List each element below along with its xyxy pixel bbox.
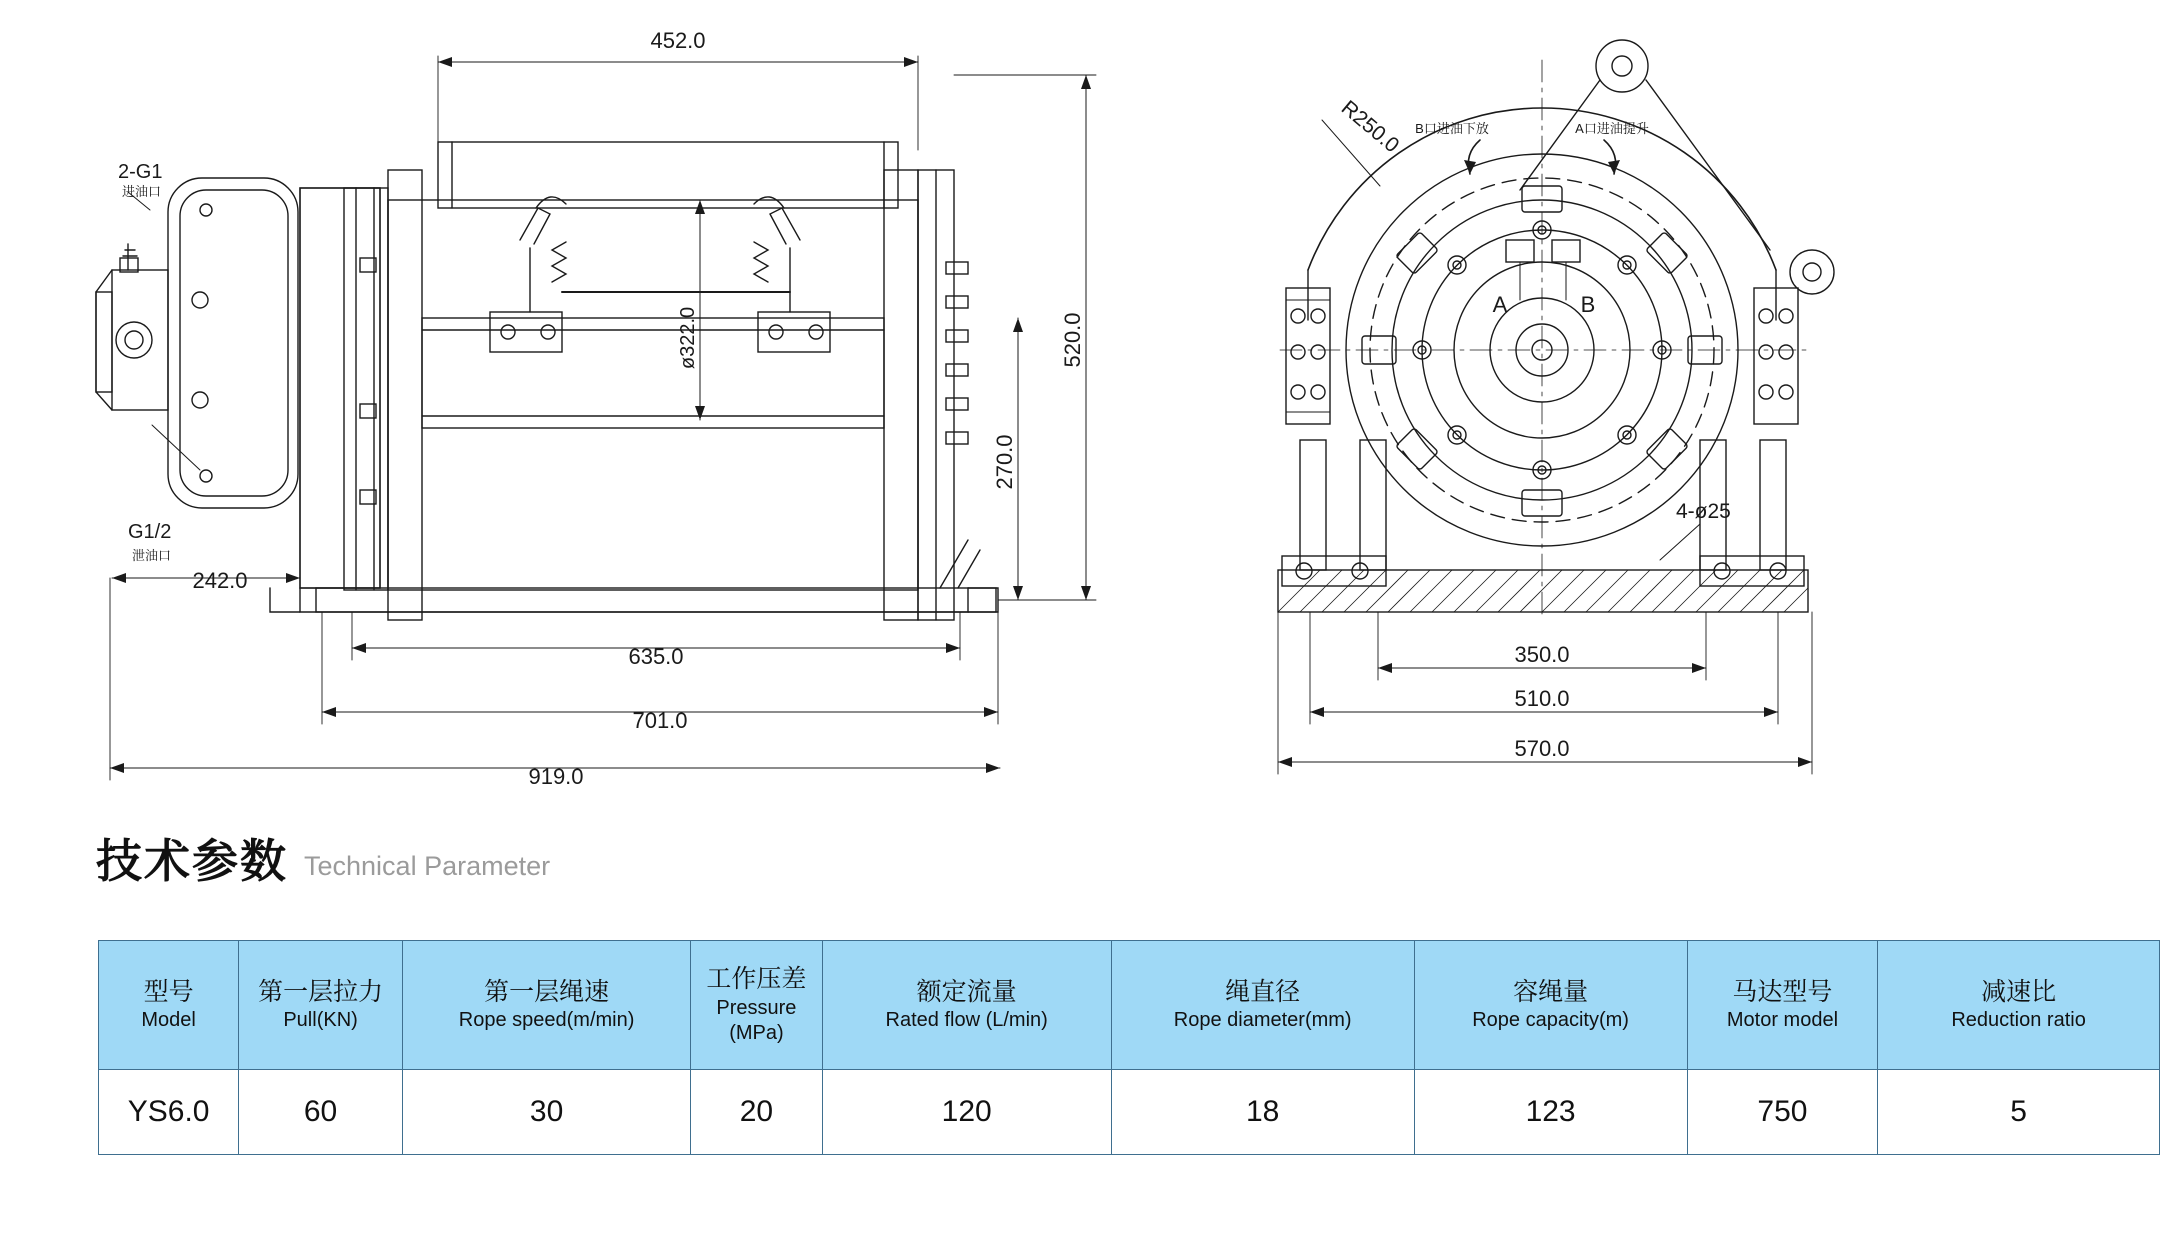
callout-g1-2-sub: 泄油口	[132, 548, 172, 563]
spec-col-header-6	[1414, 941, 1687, 1070]
spec-col-header-en: Model	[141, 1009, 196, 1032]
spec-col-header-en: Motor model	[1726, 1009, 1839, 1032]
dim-r250: R250.0	[1336, 96, 1404, 158]
spec-table-head	[99, 941, 2160, 1070]
callout-g1-2: G1/2	[128, 521, 172, 543]
spec-col-header-cn: 工作压差	[706, 965, 807, 994]
spec-cell-2: 30	[402, 1070, 690, 1155]
spec-cell-0: YS6.0	[99, 1070, 239, 1155]
dim-510: 510.0	[1514, 686, 1570, 711]
spec-col-header-3	[691, 941, 822, 1070]
spec-col-header-0	[99, 941, 239, 1070]
spec-cell-3: 20	[691, 1070, 822, 1155]
spec-col-header-cn: 马达型号	[1732, 977, 1833, 1006]
spec-col-header-7	[1687, 941, 1877, 1070]
dim-701: 701.0	[632, 708, 688, 733]
spec-col-header-1	[239, 941, 403, 1070]
spec-col-header-cn: 绳直径	[1225, 977, 1301, 1006]
spec-col-header-en: Rated flow (L/min)	[885, 1009, 1048, 1032]
dim-4-d25: 4-ø25	[1676, 500, 1731, 523]
table-row	[99, 1070, 2160, 1155]
spec-cell-4: 120	[822, 1070, 1111, 1155]
spec-col-header-en: Pressure (MPa)	[716, 996, 797, 1044]
dim-322: ø322.0	[677, 306, 699, 370]
spec-col-header-cn: 减速比	[1981, 977, 2057, 1006]
spec-col-header-8	[1878, 941, 2160, 1070]
section-heading	[96, 835, 551, 887]
callout-2-g1: 2-G1	[118, 161, 163, 183]
spec-col-header-en: Rope capacity(m)	[1472, 1009, 1629, 1032]
spec-col-header-en: Pull(KN)	[283, 1009, 358, 1032]
label-port-a: A	[1492, 292, 1508, 317]
label-port-b: B	[1580, 292, 1596, 317]
spec-table-body	[99, 1070, 2160, 1155]
dim-270: 270.0	[992, 434, 1017, 490]
section-heading-cn: 技术参数	[96, 835, 288, 887]
spec-col-header-cn: 第一层拉力	[258, 977, 384, 1006]
dim-452: 452.0	[650, 28, 706, 53]
dim-350: 350.0	[1514, 642, 1570, 667]
spec-col-header-4	[822, 941, 1111, 1070]
spec-col-header-cn: 第一层绳速	[484, 977, 610, 1006]
spec-cell-7: 750	[1687, 1070, 1877, 1155]
spec-col-header-en: Reduction ratio	[1951, 1009, 2086, 1032]
spec-col-header-en: Rope speed(m/min)	[458, 1009, 635, 1032]
spec-cell-5: 18	[1111, 1070, 1414, 1155]
spec-cell-1: 60	[239, 1070, 403, 1155]
spec-col-header-cn: 额定流量	[916, 977, 1017, 1006]
dim-919: 919.0	[528, 764, 584, 789]
spec-col-header-cn: 容绳量	[1513, 977, 1589, 1006]
dim-570: 570.0	[1514, 736, 1570, 761]
spec-cell-6: 123	[1414, 1070, 1687, 1155]
spec-col-header-5	[1111, 941, 1414, 1070]
dim-520: 520.0	[1060, 312, 1085, 368]
dim-635: 635.0	[628, 644, 684, 669]
spec-col-header-2	[402, 941, 690, 1070]
section-heading-en: Technical Parameter	[304, 851, 551, 881]
callout-port-b: B口进油下放	[1415, 121, 1489, 136]
spec-table-header-row	[99, 941, 2160, 1070]
spec-table	[98, 940, 2160, 1155]
spec-cell-8: 5	[1878, 1070, 2160, 1155]
callout-2-g1-sub: 进油口	[122, 184, 162, 199]
spec-col-header-cn: 型号	[143, 977, 194, 1006]
callout-port-a: A口进油提升	[1575, 121, 1649, 136]
dim-242: 242.0	[192, 568, 248, 593]
spec-col-header-en: Rope diameter(mm)	[1173, 1009, 1352, 1032]
spec-table-wrapper	[98, 940, 2160, 1155]
